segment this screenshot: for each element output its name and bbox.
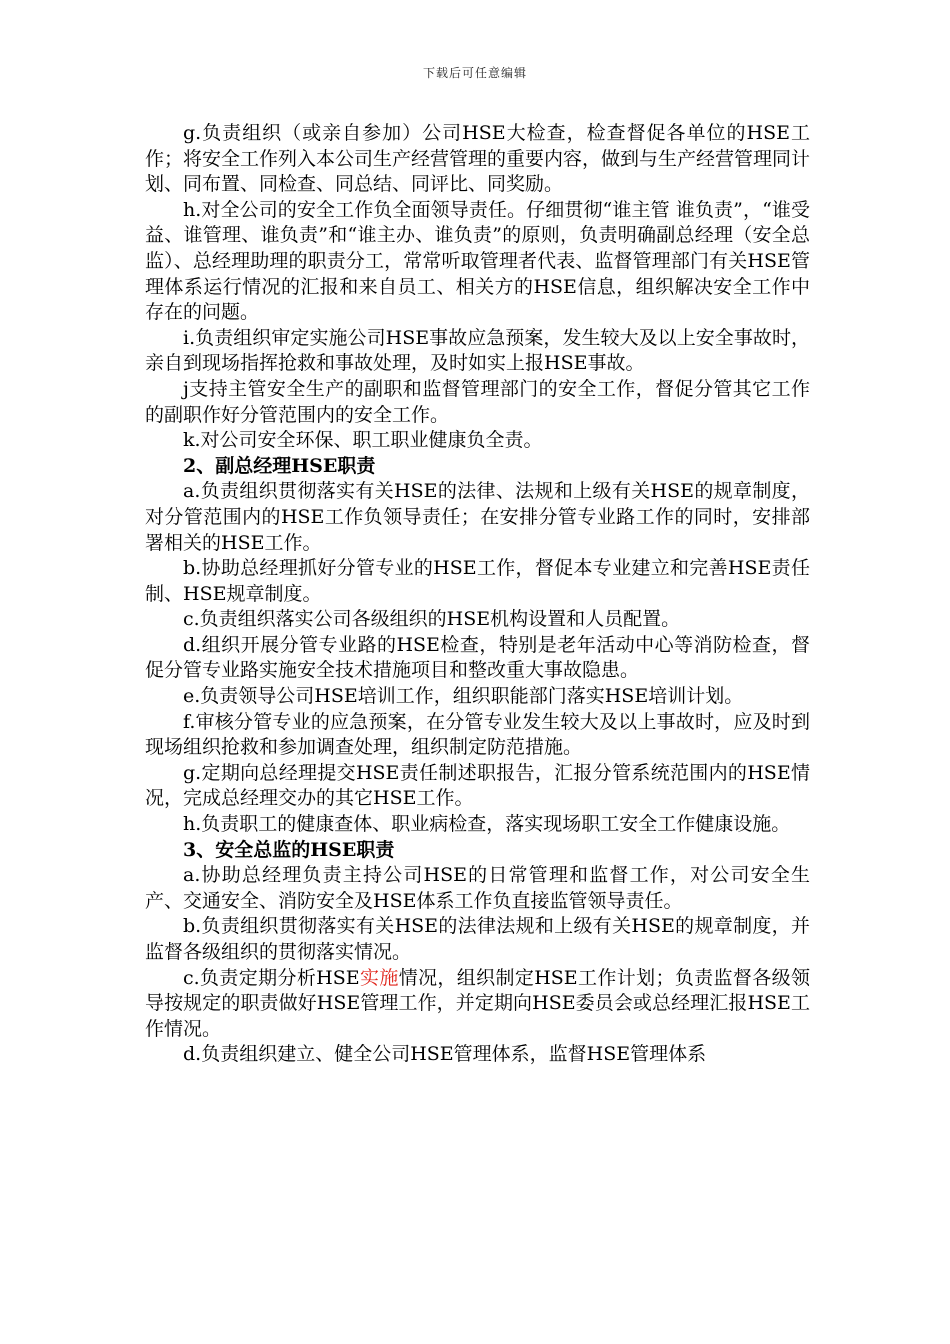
highlighted-word: 实施 — [359, 966, 399, 989]
paragraph-duty-k: k.对公司安全环保、职工职业健康负全责。 — [183, 429, 543, 452]
paragraph-deputy-g: g.定期向总经理提交HSE责任制述职报告，汇报分管系统范围内的HSE情况，完成总经理交办的其它HSE工作。 — [145, 761, 810, 810]
page-header: 下载后可任意编辑 — [422, 66, 527, 80]
paragraph-deputy-b: b.协助总经理抓好分管专业的HSE工作，督促本专业建立和完善HSE责任制、HSE规章制度。 — [145, 557, 810, 605]
paragraph-duty-j: j支持主管安全生产的副职和监督管理部门的安全工作，督促分管其它工作的副职作好分管范围内的安全工作。 — [145, 377, 810, 426]
paragraph-duty-g: g.负责组织（或亲自参加）公司HSE大检查，检查督促各单位的HSE工作；将安全工作列入本公司生产经营管理的重要内容，做到与生产经营管理同计划、同布置、同检查、同总结、同评比、同奖励。 — [145, 122, 811, 196]
paragraph-deputy-f: f.审核分管专业的应急预案，在分管专业发生较大及以上事故时，应及时到现场组织抢救和参加调查处理，组织制定防范措施。 — [145, 710, 810, 759]
paragraph-deputy-h: h.负责职工的健康查体、职业病检查，落实现场职工安全工作健康设施。 — [183, 813, 791, 836]
paragraph-duty-i: i.负责组织审定实施公司HSE事故应急预案，发生较大及以上安全事故时，亲自到现场指挥抢救和事故处理，及时如实上报HSE事故。 — [145, 326, 810, 375]
paragraph-director-a: a.协助总经理负责主持公司HSE的日常管理和监督工作，对公司安全生产、交通安全、消防安全及HSE体系工作负直接监管领导责任。 — [145, 864, 810, 912]
paragraph-director-b: b.负责组织贯彻落实有关HSE的法律法规和上级有关HSE的规章制度，并监督各级组织的贯彻落实情况。 — [145, 915, 810, 963]
paragraph-duty-h: h.对全公司的安全工作负全面领导责任。仔细贯彻“谁主管 谁负责”，“谁受益、谁管理、谁负责”和“谁主办、谁负责”的原则，负责明确副总经理（安全总监）、总经理助理的职责分工，常常听取管理者代表、监督管理部门有关HSE管理体系运行情况的汇报和来自员工、相关方的HSE信息，组织解决安全工作中存在的问题。 — [145, 198, 810, 324]
paragraph-deputy-a: a.负责组织贯彻落实有关HSE的法律、法规和上级有关HSE的规章制度，对分管范围内的HSE工作负领导责任；在安排分管专业路工作的同时，安排部署相关的HSE工作。 — [145, 480, 810, 554]
paragraph-director-c-part1: c.负责定期分析HSE — [183, 966, 360, 989]
paragraph-director-d: d.负责组织建立、健全公司HSE管理体系，监督HSE管理体系 — [183, 1043, 707, 1066]
section-heading-safety-director: 3、安全总监的HSE职责 — [183, 838, 395, 861]
paragraph-deputy-d: d.组织开展分管专业路的HSE检查，特别是老年活动中心等消防检查，督促分管专业路实施安全技术措施项目和整改重大事故隐患。 — [145, 633, 810, 682]
paragraph-deputy-c: c.负责组织落实公司各级组织的HSE机构设置和人员配置。 — [183, 608, 681, 631]
document-body — [145, 121, 810, 1068]
section-heading-deputy-gm: 2、副总经理HSE职责 — [183, 454, 376, 477]
paragraph-director-c-part2: 情况，组织制定HSE工作计划；负责监督各级领导按规定的职责做好HSE管理工作，并定期向HSE委员会或总经理汇报HSE工作情况。 — [145, 966, 810, 1040]
paragraph-deputy-e: e.负责领导公司HSE培训工作，组织职能部门落实HSE培训计划。 — [183, 685, 744, 708]
paragraph-director-c — [145, 966, 810, 1043]
